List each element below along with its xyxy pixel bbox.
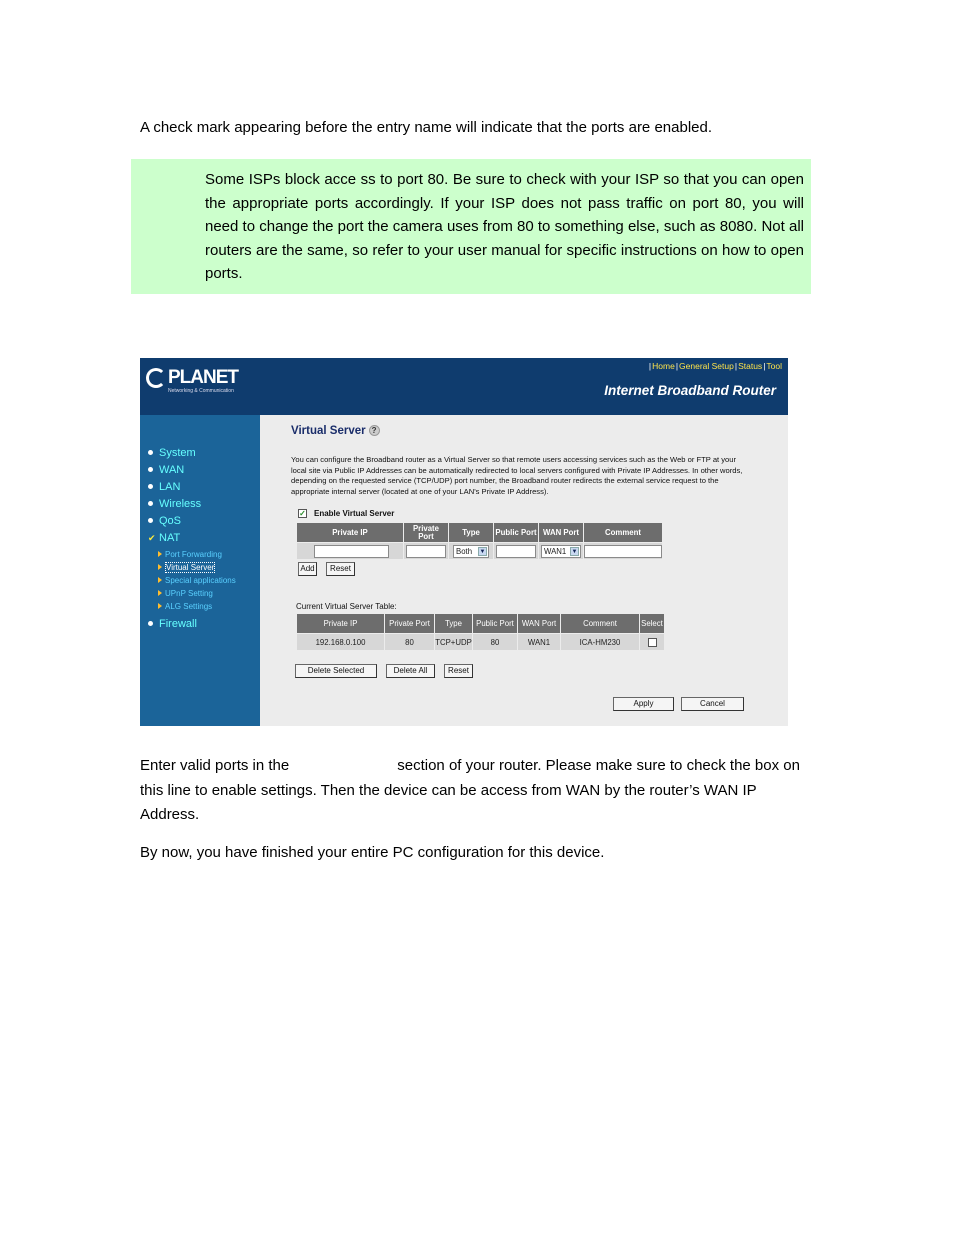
nav-label: WAN bbox=[159, 464, 185, 476]
note-text: Some ISPs block acce ss to port 80. Be sure to check with your ISP so that you can open the appropriate ports accordingly. If your ISP does not pass traffic on port 80, you will need to change the port the camera uses from 80 to something else, such as 8080. Not all routers are the same, so refer to your user manual for specific instructions on how to open ports. bbox=[205, 171, 804, 283]
enable-label: Enable Virtual Server bbox=[314, 509, 395, 518]
router-header bbox=[140, 358, 788, 415]
page-title bbox=[291, 425, 380, 437]
th-private-ip: Private IP bbox=[297, 523, 403, 542]
chevron-down-icon: ▼ bbox=[571, 548, 578, 555]
subnav-alg-settings[interactable] bbox=[158, 602, 212, 611]
type-select[interactable] bbox=[453, 545, 489, 558]
checkmark-icon: ✔ bbox=[148, 533, 156, 543]
delete-all-button[interactable]: Delete All bbox=[386, 664, 435, 678]
nav-wireless[interactable] bbox=[148, 498, 201, 510]
instruction-text-a: Enter valid ports in the bbox=[140, 757, 290, 774]
nav-wan[interactable] bbox=[148, 464, 184, 476]
nav-firewall[interactable] bbox=[148, 618, 197, 630]
th-wan-port: WAN Port bbox=[518, 614, 560, 633]
subnav-label: Virtual Server bbox=[166, 563, 215, 572]
cell-select bbox=[640, 634, 664, 650]
bullet-icon bbox=[148, 621, 153, 626]
link-tool[interactable]: Tool bbox=[766, 361, 782, 371]
help-icon[interactable]: ? bbox=[369, 425, 380, 436]
subnav-label: Port Forwarding bbox=[165, 550, 222, 559]
nav-nat[interactable] bbox=[148, 532, 180, 544]
router-sidebar bbox=[140, 415, 260, 726]
private-ip-input[interactable] bbox=[314, 545, 389, 558]
private-port-input[interactable] bbox=[406, 545, 446, 558]
cell-private-ip: 192.168.0.100 bbox=[297, 634, 384, 650]
th-type: Type bbox=[449, 523, 493, 542]
arrow-icon bbox=[158, 603, 162, 609]
nav-label: LAN bbox=[159, 481, 181, 493]
comment-input[interactable] bbox=[584, 545, 662, 558]
wan-value: WAN1 bbox=[544, 546, 567, 556]
subnav-port-forwarding[interactable] bbox=[158, 550, 222, 559]
th-type: Type bbox=[435, 614, 472, 633]
apply-button[interactable]: Apply bbox=[613, 697, 674, 711]
nav-lan[interactable] bbox=[148, 481, 180, 493]
delete-selected-button[interactable]: Delete Selected bbox=[295, 664, 377, 678]
public-port-input[interactable] bbox=[496, 545, 536, 558]
bullet-icon bbox=[148, 467, 153, 472]
th-comment: Comment bbox=[561, 614, 639, 633]
cell-comment: ICA-HM230 bbox=[561, 634, 639, 650]
th-wan-port: WAN Port bbox=[539, 523, 583, 542]
subnav-special-applications[interactable] bbox=[158, 576, 236, 585]
instruction-paragraph bbox=[140, 754, 805, 828]
cell-wan-port: WAN1 bbox=[518, 634, 560, 650]
reset-table-button[interactable]: Reset bbox=[444, 664, 473, 678]
enable-checkbox[interactable]: ✓ bbox=[299, 509, 306, 519]
add-button[interactable]: Add bbox=[298, 562, 317, 576]
nav-label: System bbox=[159, 447, 196, 459]
subnav-label: UPnP Setting bbox=[165, 589, 213, 598]
bullet-icon bbox=[148, 518, 153, 523]
planet-logo-icon bbox=[146, 368, 166, 388]
th-private-port: Private Port bbox=[404, 523, 448, 542]
input-table bbox=[296, 522, 663, 560]
arrow-icon bbox=[158, 577, 162, 583]
arrow-icon bbox=[158, 590, 162, 596]
th-comment: Comment bbox=[584, 523, 662, 542]
subnav-virtual-server[interactable] bbox=[158, 563, 215, 572]
top-links: |Home|General Setup|Status|Tool bbox=[648, 361, 782, 371]
th-private-port: Private Port bbox=[385, 614, 434, 633]
table-row bbox=[297, 634, 664, 650]
enable-virtual-server[interactable] bbox=[298, 509, 394, 518]
th-private-ip: Private IP bbox=[297, 614, 384, 633]
subnav-label: Special applications bbox=[165, 576, 236, 585]
router-main bbox=[260, 415, 788, 726]
arrow-icon bbox=[158, 551, 162, 557]
logo-name: PLANET bbox=[168, 367, 238, 388]
router-screenshot bbox=[140, 358, 788, 726]
current-table-label: Current Virtual Server Table: bbox=[296, 602, 397, 611]
cancel-button[interactable]: Cancel bbox=[681, 697, 744, 711]
bullet-icon bbox=[148, 484, 153, 489]
select-checkbox[interactable] bbox=[648, 638, 657, 647]
cell-public-port: 80 bbox=[473, 634, 517, 650]
page-title-text: Virtual Server bbox=[291, 425, 366, 437]
th-public-port: Public Port bbox=[473, 614, 517, 633]
nav-label: NAT bbox=[159, 532, 181, 544]
subnav-upnp-setting[interactable] bbox=[158, 589, 213, 598]
final-paragraph: By now, you have finished your entire PC configuration for this device. bbox=[140, 844, 605, 861]
subnav-label: ALG Settings bbox=[165, 602, 213, 611]
type-value: Both bbox=[456, 546, 473, 556]
bullet-icon bbox=[148, 501, 153, 506]
wan-port-select[interactable] bbox=[541, 545, 581, 558]
cell-type: TCP+UDP bbox=[435, 634, 472, 650]
nav-label: Wireless bbox=[159, 498, 202, 510]
current-table bbox=[296, 613, 665, 651]
arrow-icon bbox=[158, 564, 162, 570]
bullet-icon bbox=[148, 450, 153, 455]
link-home[interactable]: Home bbox=[652, 361, 675, 371]
chevron-down-icon: ▼ bbox=[479, 548, 486, 555]
link-general-setup[interactable]: General Setup bbox=[679, 361, 734, 371]
link-status[interactable]: Status bbox=[738, 361, 763, 371]
note-box bbox=[131, 159, 811, 294]
th-select: Select bbox=[640, 614, 664, 633]
nav-label: Firewall bbox=[159, 618, 197, 630]
cell-private-port: 80 bbox=[385, 634, 434, 650]
reset-button[interactable]: Reset bbox=[326, 562, 355, 576]
nav-system[interactable] bbox=[148, 447, 196, 459]
instruction-text-b: section of your router. Please make sure to check the box on this line to enable settings. Then the device can be access from WAN by the router’s WAN IP Address. bbox=[140, 757, 800, 824]
page-description: You can configure the Broadband router as a Virtual Server so that remote users accessing services such as the Web or FTP at your local site via Public IP Addresses can be automatically redirected to local servers configured with Private IP Addresses. In other words, depending on the requested service (TCP/UDP) port number, the Broadband router redirects the external service request to the appropriate internal server (located at one of your LAN's Private IP Address). bbox=[291, 455, 743, 496]
intro-paragraph: A check mark appearing before the entry name will indicate that the ports are enabled. bbox=[140, 119, 712, 136]
nav-qos[interactable] bbox=[148, 515, 181, 527]
th-public-port: Public Port bbox=[494, 523, 538, 542]
logo-subtitle: Networking & Communication bbox=[168, 388, 234, 394]
nav-label: QoS bbox=[159, 515, 182, 527]
planet-logo bbox=[146, 367, 266, 403]
router-title: Internet Broadband Router bbox=[604, 383, 776, 398]
